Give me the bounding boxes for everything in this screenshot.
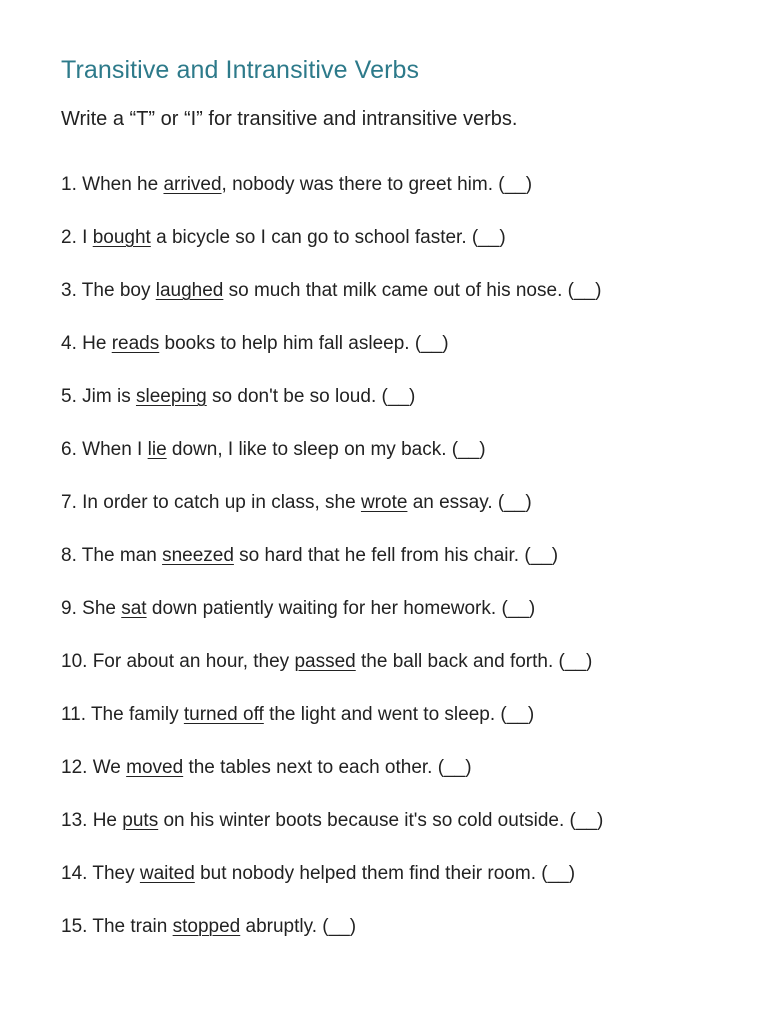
question-number: 13. [61, 810, 88, 831]
question-text-after: on his winter boots because it's so cold outside. [158, 810, 570, 831]
answer-blank[interactable]: (__) [497, 492, 532, 513]
question-text-before: Jim is [82, 386, 136, 407]
question-text-after: down patiently waiting for her homework. [146, 598, 502, 619]
question-text-after: but nobody helped them find their room. [194, 863, 542, 884]
question-number: 6. [61, 439, 77, 460]
underlined-verb: arrived [163, 174, 222, 195]
underlined-verb: reads [111, 333, 160, 354]
question-number: 7. [61, 492, 77, 513]
question-number: 10. [61, 651, 88, 672]
underlined-verb: wrote [360, 492, 408, 513]
question-text-before: She [82, 598, 122, 619]
question-item [61, 278, 741, 331]
question-number: 15. [61, 916, 88, 937]
question-item [61, 914, 741, 967]
worksheet [61, 52, 741, 967]
question-text-before: For about an hour, they [92, 651, 295, 672]
question-item [61, 437, 741, 490]
underlined-verb: sat [121, 598, 147, 619]
answer-blank[interactable]: (__) [471, 227, 506, 248]
question-number: 3. [61, 280, 77, 301]
question-item [61, 649, 741, 702]
answer-blank[interactable]: (__) [569, 810, 604, 831]
question-text-before: They [92, 863, 140, 884]
answer-blank[interactable]: (__) [567, 280, 602, 301]
answer-blank[interactable]: (__) [501, 598, 536, 619]
instructions: Write a “T” or “I” for transitive and intransitive verbs. [61, 108, 518, 130]
question-text-before: He [82, 333, 112, 354]
question-text-after: abruptly. [240, 916, 323, 937]
question-list [61, 172, 741, 967]
question-text-before: The man [81, 545, 163, 566]
underlined-verb: sleeping [135, 386, 207, 407]
answer-blank[interactable]: (__) [558, 651, 593, 672]
underlined-verb: sneezed [162, 545, 234, 566]
question-text-after: a bicycle so I can go to school faster. [150, 227, 472, 248]
underlined-verb: puts [122, 810, 159, 831]
question-number: 11. [61, 704, 87, 725]
answer-blank[interactable]: (__) [500, 704, 535, 725]
question-item [61, 861, 741, 914]
question-item [61, 543, 741, 596]
question-item [61, 702, 741, 755]
worksheet-title: Transitive and Intransitive Verbs [61, 56, 420, 84]
underlined-verb: bought [92, 227, 151, 248]
question-number: 1. [61, 174, 77, 195]
question-text-before: The train [92, 916, 173, 937]
question-text-after: , nobody was there to greet him. [221, 174, 499, 195]
answer-blank[interactable]: (__) [541, 863, 576, 884]
answer-blank[interactable]: (__) [524, 545, 559, 566]
question-item [61, 808, 741, 861]
answer-blank[interactable]: (__) [451, 439, 486, 460]
underlined-verb: moved [126, 757, 184, 778]
question-text-before: He [92, 810, 123, 831]
question-text-before: We [92, 757, 127, 778]
question-number: 8. [61, 545, 77, 566]
question-text-after: an essay. [407, 492, 498, 513]
question-item [61, 384, 741, 437]
question-text-after: so don't be so loud. [206, 386, 382, 407]
question-text-after: books to help him fall asleep. [159, 333, 415, 354]
question-text-after: the ball back and forth. [355, 651, 559, 672]
question-text-after: the tables next to each other. [183, 757, 438, 778]
underlined-verb: passed [294, 651, 356, 672]
question-number: 9. [61, 598, 77, 619]
question-item [61, 755, 741, 808]
underlined-verb: turned off [183, 704, 264, 725]
answer-blank[interactable]: (__) [414, 333, 449, 354]
answer-blank[interactable]: (__) [322, 916, 357, 937]
question-item [61, 331, 741, 384]
question-text-before: In order to catch up in class, she [82, 492, 361, 513]
question-text-before: When he [82, 174, 164, 195]
question-item [61, 596, 741, 649]
answer-blank[interactable]: (__) [437, 757, 472, 778]
question-text-after: down, I like to sleep on my back. [166, 439, 452, 460]
question-text-after: so much that milk came out of his nose. [223, 280, 568, 301]
question-number: 14. [61, 863, 88, 884]
question-text-after: the light and went to sleep. [263, 704, 501, 725]
underlined-verb: stopped [172, 916, 241, 937]
question-text-before: The family [90, 704, 184, 725]
question-text-before: The boy [81, 280, 156, 301]
underlined-verb: waited [139, 863, 195, 884]
question-text-before: When I [82, 439, 148, 460]
question-number: 2. [61, 227, 77, 248]
answer-blank[interactable]: (__) [498, 174, 533, 195]
question-item [61, 172, 741, 225]
question-text-before: I [82, 227, 93, 248]
question-number: 5. [61, 386, 77, 407]
underlined-verb: laughed [155, 280, 224, 301]
answer-blank[interactable]: (__) [381, 386, 416, 407]
question-number: 4. [61, 333, 77, 354]
question-item [61, 490, 741, 543]
underlined-verb: lie [147, 439, 167, 460]
question-number: 12. [61, 757, 88, 778]
question-text-after: so hard that he fell from his chair. [233, 545, 525, 566]
question-item [61, 225, 741, 278]
